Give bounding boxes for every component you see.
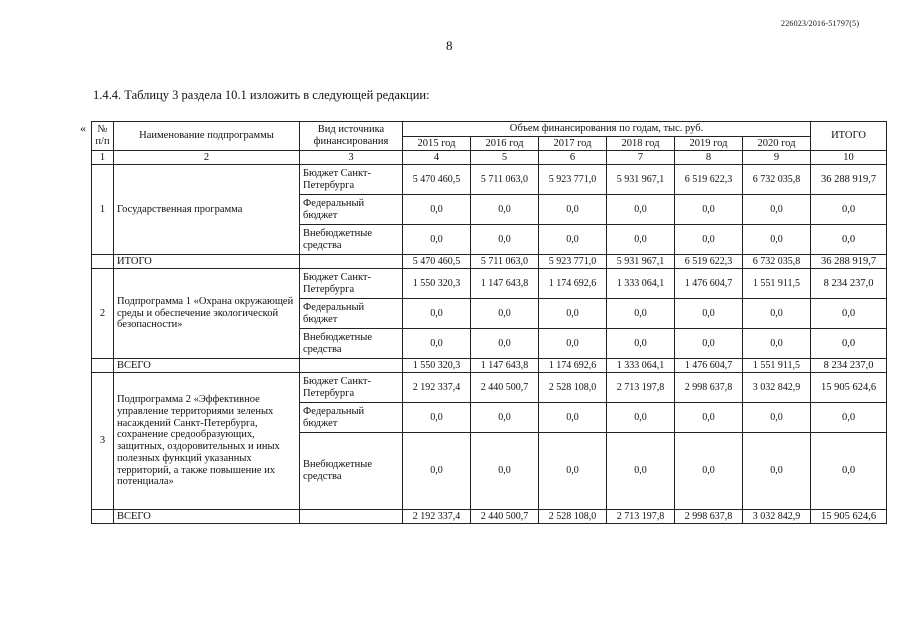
year-value: 0,0 bbox=[743, 195, 811, 225]
year-value: 0,0 bbox=[607, 195, 675, 225]
funding-source: Федеральный бюджет bbox=[300, 195, 403, 225]
program-name: Подпрограмма 1 «Охрана окружающей среды и обеспечение экологической безопасности» bbox=[114, 269, 300, 359]
summary-value: 6 519 622,3 bbox=[675, 255, 743, 269]
column-number: 1 bbox=[92, 151, 114, 165]
opening-quote: « bbox=[80, 121, 86, 135]
year-value: 2 998 637,8 bbox=[675, 373, 743, 403]
year-value: 2 192 337,4 bbox=[403, 373, 471, 403]
year-value: 0,0 bbox=[539, 299, 607, 329]
row-total: 0,0 bbox=[811, 299, 887, 329]
column-number: 10 bbox=[811, 151, 887, 165]
year-value: 0,0 bbox=[607, 403, 675, 433]
column-number: 7 bbox=[607, 151, 675, 165]
year-value: 0,0 bbox=[403, 329, 471, 359]
year-value: 5 711 063,0 bbox=[471, 165, 539, 195]
summary-value: 1 551 911,5 bbox=[743, 359, 811, 373]
header-no: № п/п bbox=[92, 122, 114, 151]
year-value: 0,0 bbox=[607, 433, 675, 510]
year-value: 0,0 bbox=[539, 329, 607, 359]
year-value: 0,0 bbox=[743, 225, 811, 255]
year-value: 3 032 842,9 bbox=[743, 373, 811, 403]
column-number: 6 bbox=[539, 151, 607, 165]
year-value: 0,0 bbox=[675, 329, 743, 359]
year-value: 0,0 bbox=[675, 403, 743, 433]
summary-value: 5 470 460,5 bbox=[403, 255, 471, 269]
year-value: 0,0 bbox=[471, 329, 539, 359]
funding-source: Внебюджетные средства bbox=[300, 329, 403, 359]
header-total: ИТОГО bbox=[811, 122, 887, 151]
summary-value: 6 732 035,8 bbox=[743, 255, 811, 269]
document-id: 226023/2016-51797(5) bbox=[781, 19, 860, 28]
year-value: 2 528 108,0 bbox=[539, 373, 607, 403]
year-value: 0,0 bbox=[403, 433, 471, 510]
year-value: 0,0 bbox=[743, 433, 811, 510]
program-name: Подпрограмма 2 «Эффективное управление территориями зеленых насаждений Санкт-Петербурга, сохранение средообразующих, защитных, оздоровительных и иных полезных функций указанных территорий, а также повышение их потенциала» bbox=[114, 373, 300, 510]
year-value: 0,0 bbox=[539, 403, 607, 433]
year-value: 6 732 035,8 bbox=[743, 165, 811, 195]
row-total: 36 288 919,7 bbox=[811, 165, 887, 195]
row-total: 0,0 bbox=[811, 225, 887, 255]
header-year: 2015 год bbox=[403, 137, 471, 151]
year-value: 0,0 bbox=[403, 299, 471, 329]
funding-source: Бюджет Санкт-Петербурга bbox=[300, 269, 403, 299]
summary-value: 1 333 064,1 bbox=[607, 359, 675, 373]
column-number: 4 bbox=[403, 151, 471, 165]
year-value: 0,0 bbox=[675, 433, 743, 510]
summary-value: 5 711 063,0 bbox=[471, 255, 539, 269]
year-value: 0,0 bbox=[471, 225, 539, 255]
header-year: 2019 год bbox=[675, 137, 743, 151]
column-number: 5 bbox=[471, 151, 539, 165]
header-name: Наименование подпрограммы bbox=[114, 122, 300, 151]
row-total: 0,0 bbox=[811, 195, 887, 225]
funding-source: Внебюджетные средства bbox=[300, 225, 403, 255]
year-value: 1 550 320,3 bbox=[403, 269, 471, 299]
table-row bbox=[92, 373, 887, 403]
year-value: 0,0 bbox=[743, 299, 811, 329]
year-value: 0,0 bbox=[471, 299, 539, 329]
year-value: 0,0 bbox=[607, 299, 675, 329]
row-total: 0,0 bbox=[811, 329, 887, 359]
summary-total: 15 905 624,6 bbox=[811, 510, 887, 524]
summary-value: 2 713 197,8 bbox=[607, 510, 675, 524]
row-number: 1 bbox=[92, 165, 114, 255]
summary-row bbox=[92, 510, 887, 524]
column-number: 9 bbox=[743, 151, 811, 165]
year-value: 1 174 692,6 bbox=[539, 269, 607, 299]
funding-table bbox=[91, 121, 887, 524]
summary-label: ИТОГО bbox=[114, 255, 300, 269]
row-total: 8 234 237,0 bbox=[811, 269, 887, 299]
column-number: 8 bbox=[675, 151, 743, 165]
summary-value: 2 528 108,0 bbox=[539, 510, 607, 524]
row-total: 0,0 bbox=[811, 433, 887, 510]
row-total: 0,0 bbox=[811, 403, 887, 433]
year-value: 0,0 bbox=[403, 195, 471, 225]
year-value: 6 519 622,3 bbox=[675, 165, 743, 195]
funding-source: Федеральный бюджет bbox=[300, 299, 403, 329]
header-year: 2018 год bbox=[607, 137, 675, 151]
year-value: 0,0 bbox=[675, 195, 743, 225]
year-value: 0,0 bbox=[539, 433, 607, 510]
summary-value: 1 550 320,3 bbox=[403, 359, 471, 373]
summary-value: 1 174 692,6 bbox=[539, 359, 607, 373]
header-year: 2017 год bbox=[539, 137, 607, 151]
year-value: 5 931 967,1 bbox=[607, 165, 675, 195]
summary-label: ВСЕГО bbox=[114, 510, 300, 524]
row-total: 15 905 624,6 bbox=[811, 373, 887, 403]
summary-row bbox=[92, 255, 887, 269]
row-number: 2 bbox=[92, 269, 114, 359]
column-number: 2 bbox=[114, 151, 300, 165]
page-number: 8 bbox=[446, 38, 453, 53]
summary-label: ВСЕГО bbox=[114, 359, 300, 373]
column-number: 3 bbox=[300, 151, 403, 165]
summary-value: 2 192 337,4 bbox=[403, 510, 471, 524]
year-value: 2 440 500,7 bbox=[471, 373, 539, 403]
intro-text: 1.4.4. Таблицу 3 раздела 10.1 изложить в следующей редакции: bbox=[93, 88, 430, 102]
funding-source: Федеральный бюджет bbox=[300, 403, 403, 433]
year-value: 0,0 bbox=[539, 225, 607, 255]
summary-total: 36 288 919,7 bbox=[811, 255, 887, 269]
year-value: 0,0 bbox=[471, 195, 539, 225]
year-value: 2 713 197,8 bbox=[607, 373, 675, 403]
summary-value: 2 998 637,8 bbox=[675, 510, 743, 524]
year-value: 5 923 771,0 bbox=[539, 165, 607, 195]
summary-value: 5 923 771,0 bbox=[539, 255, 607, 269]
header-year: 2020 год bbox=[743, 137, 811, 151]
year-value: 0,0 bbox=[743, 329, 811, 359]
year-value: 0,0 bbox=[471, 433, 539, 510]
year-value: 0,0 bbox=[607, 225, 675, 255]
header-source: Вид источника финансирования bbox=[300, 122, 403, 151]
table-row bbox=[92, 269, 887, 299]
year-value: 1 551 911,5 bbox=[743, 269, 811, 299]
program-name: Государственная программа bbox=[114, 165, 300, 255]
summary-value: 3 032 842,9 bbox=[743, 510, 811, 524]
summary-value: 5 931 967,1 bbox=[607, 255, 675, 269]
year-value: 0,0 bbox=[471, 403, 539, 433]
summary-value: 2 440 500,7 bbox=[471, 510, 539, 524]
year-value: 0,0 bbox=[675, 225, 743, 255]
summary-value: 1 476 604,7 bbox=[675, 359, 743, 373]
header-year: 2016 год bbox=[471, 137, 539, 151]
funding-source: Внебюджетные средства bbox=[300, 433, 403, 510]
year-value: 1 333 064,1 bbox=[607, 269, 675, 299]
year-value: 1 476 604,7 bbox=[675, 269, 743, 299]
summary-total: 8 234 237,0 bbox=[811, 359, 887, 373]
summary-row bbox=[92, 359, 887, 373]
year-value: 0,0 bbox=[403, 403, 471, 433]
funding-source: Бюджет Санкт-Петербурга bbox=[300, 165, 403, 195]
funding-source: Бюджет Санкт-Петербурга bbox=[300, 373, 403, 403]
year-value: 0,0 bbox=[675, 299, 743, 329]
year-value: 0,0 bbox=[607, 329, 675, 359]
summary-value: 1 147 643,8 bbox=[471, 359, 539, 373]
year-value: 1 147 643,8 bbox=[471, 269, 539, 299]
year-value: 0,0 bbox=[743, 403, 811, 433]
year-value: 0,0 bbox=[403, 225, 471, 255]
table-row bbox=[92, 165, 887, 195]
year-value: 0,0 bbox=[539, 195, 607, 225]
row-number: 3 bbox=[92, 373, 114, 510]
year-value: 5 470 460,5 bbox=[403, 165, 471, 195]
header-funding: Объем финансирования по годам, тыс. руб. bbox=[403, 122, 811, 137]
